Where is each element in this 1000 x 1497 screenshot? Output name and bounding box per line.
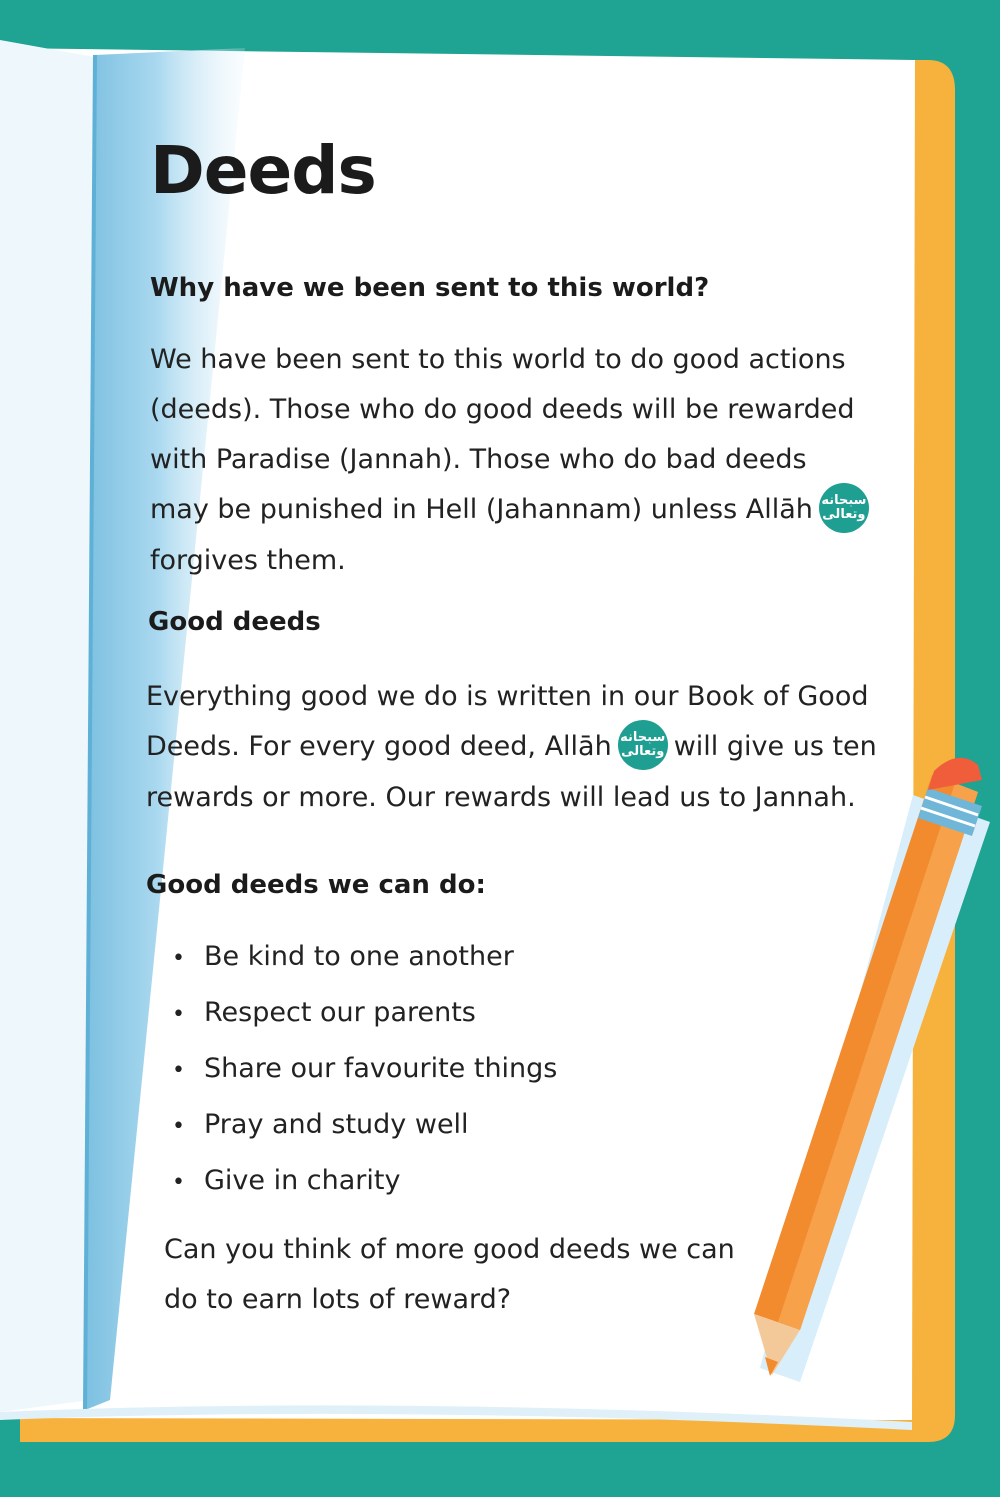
good-deeds-list bbox=[172, 935, 557, 1215]
paragraph-line-text: may be punished in Hell (Jahannam) unless Allāh bbox=[150, 494, 813, 525]
page-title: Deeds bbox=[150, 132, 376, 209]
honorific-badge-icon: سبحانه وتعالى bbox=[618, 720, 668, 770]
list-item: • Share our favourite things bbox=[172, 1047, 557, 1103]
paragraph-line: rewards or more. Our rewards will lead us to Jannah. bbox=[146, 781, 856, 813]
section-list-heading: Good deeds we can do: bbox=[146, 870, 486, 900]
paragraph-line-text: Deeds. For every good deed, Allāh bbox=[146, 731, 612, 762]
list-item: • Give in charity bbox=[172, 1159, 557, 1215]
paragraph-line: We have been sent to this world to do good actions bbox=[150, 344, 846, 375]
bullet: • bbox=[172, 1114, 185, 1139]
paragraph-line-text: will give us ten bbox=[673, 731, 877, 762]
closing-question bbox=[164, 1225, 735, 1325]
list-item: • Respect our parents bbox=[172, 991, 557, 1047]
bullet: • bbox=[172, 1058, 185, 1083]
section-why-paragraph bbox=[150, 335, 875, 586]
section-good-heading: Good deeds bbox=[148, 607, 321, 637]
section-good-paragraph bbox=[146, 672, 877, 823]
paragraph-line: with Paradise (Jannah). Those who do bad deeds bbox=[150, 444, 807, 475]
bullet: • bbox=[172, 1170, 185, 1195]
closing-line: Can you think of more good deeds we can bbox=[164, 1234, 735, 1265]
list-item: • Pray and study well bbox=[172, 1103, 557, 1159]
paragraph-line bbox=[146, 722, 877, 773]
paragraph-line: (deeds). Those who do good deeds will be rewarded bbox=[150, 394, 855, 425]
list-item: • Be kind to one another bbox=[172, 935, 557, 991]
paragraph-line: forgives them. bbox=[150, 544, 346, 576]
honorific-badge-icon: سبحانه وتعالى bbox=[819, 483, 869, 533]
paragraph-line bbox=[150, 485, 875, 536]
bullet: • bbox=[172, 946, 185, 971]
section-why-heading: Why have we been sent to this world? bbox=[150, 273, 710, 303]
paragraph-line: Everything good we do is written in our Book of Good bbox=[146, 681, 869, 712]
bullet: • bbox=[172, 1002, 185, 1027]
closing-line: do to earn lots of reward? bbox=[164, 1284, 512, 1315]
